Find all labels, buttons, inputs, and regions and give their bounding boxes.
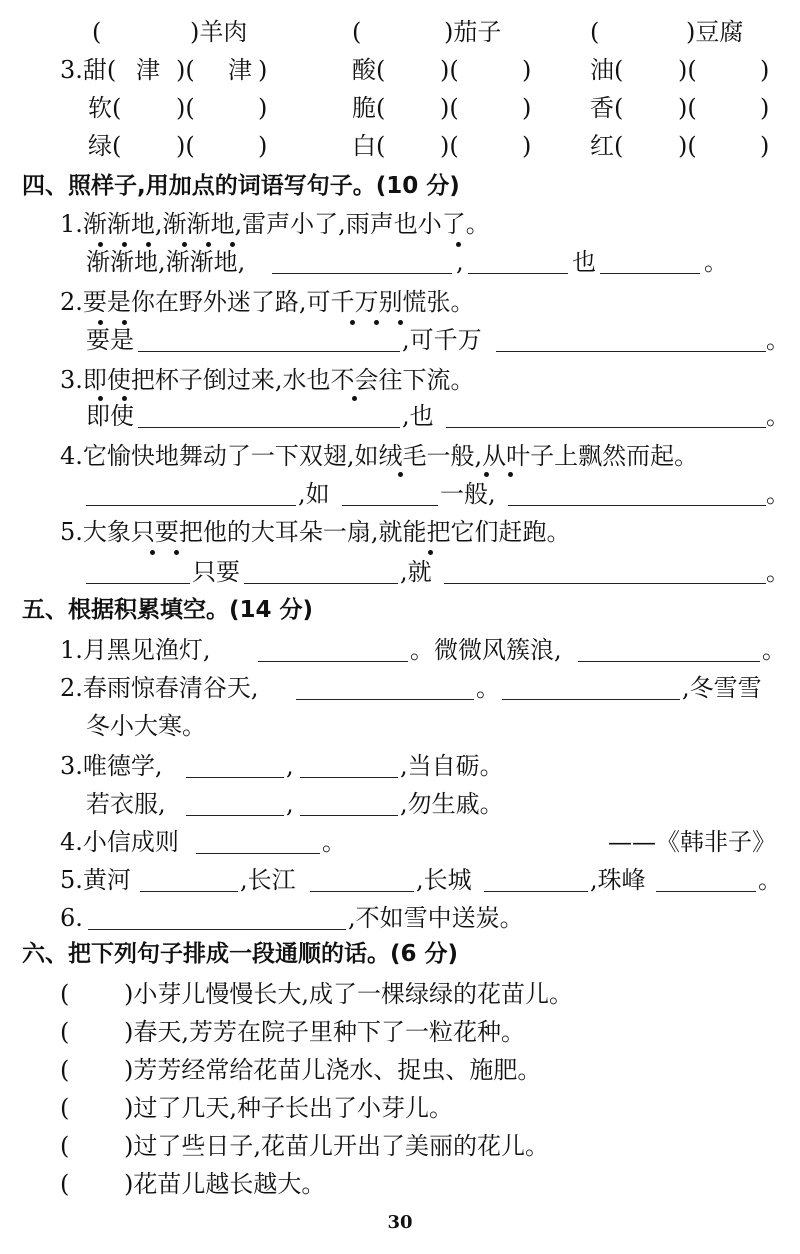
section-6-title: 六、把下列句子排成一段通顺的话。(6 分) — [22, 941, 459, 967]
q6-sentence: )芳芳经常给花苗儿浇水、捉虫、施肥。 — [124, 1056, 542, 1084]
word-eggplant: )茄子 — [444, 18, 502, 46]
item-sweet: 3.甜( — [60, 56, 117, 84]
item-soft: 软( — [88, 94, 122, 122]
paren-close: ) — [522, 94, 532, 122]
q5-5-greatwall: ,长城 — [416, 866, 472, 894]
period: 。 — [766, 558, 790, 586]
paren-close: ) — [258, 132, 268, 160]
q5-2-continued: 冬小大寒。 — [86, 712, 206, 740]
q5-2-tail: ,冬雪雪 — [682, 674, 762, 702]
paren-open: ( — [60, 1132, 70, 1160]
q6-sentence: )花苗儿越长越大。 — [124, 1170, 326, 1198]
q4-4-sentence: 4.它愉快地舞动了一下双翅,如绒毛一般,从叶子上飘然而起。 — [60, 442, 699, 470]
q5-3-prefix: 3.唯德学, — [60, 752, 163, 780]
paren-open: ( — [590, 18, 600, 46]
q4-3-mid: ,也 — [402, 402, 434, 430]
paren-mid: )( — [440, 94, 459, 122]
answer-blank[interactable] — [656, 863, 756, 892]
item-fragrant: 香( — [590, 94, 624, 122]
q5-6-number: 6. — [60, 904, 83, 932]
q5-3-tail: ,当自砺。 — [400, 752, 504, 780]
item-oily: 油( — [590, 56, 624, 84]
answer-blank[interactable] — [86, 555, 190, 584]
answer-blank[interactable] — [468, 245, 568, 274]
item-crisp: 脆( — [352, 94, 386, 122]
section-4-title: 四、照样子,用加点的词语写句子。(10 分) — [22, 173, 460, 199]
answer-blank[interactable] — [140, 863, 238, 892]
period: 。 — [322, 828, 346, 856]
paren-open: ( — [60, 1094, 70, 1122]
q5-3-prefix2: 若衣服, — [86, 790, 166, 818]
q4-5-jiu: ,就 — [400, 558, 432, 586]
period: 。 — [762, 636, 786, 664]
answer-blank[interactable] — [496, 323, 766, 352]
paren-mid: )( — [440, 56, 459, 84]
answer-blank[interactable] — [342, 477, 438, 506]
word-tofu: )豆腐 — [686, 18, 744, 46]
paren-mid: )( — [176, 132, 195, 160]
answer-blank[interactable] — [186, 749, 284, 778]
paren-close: ) — [258, 56, 268, 84]
comma: , — [456, 248, 464, 276]
q4-2-prefix: 要是 — [86, 326, 134, 354]
comma: , — [286, 790, 294, 818]
answer-blank[interactable] — [300, 749, 398, 778]
paren-open: ( — [60, 1170, 70, 1198]
period: 。 — [766, 402, 790, 430]
answer-blank[interactable] — [258, 633, 408, 662]
q5-1-mid: 。微微风簇浪, — [410, 636, 562, 664]
answer-blank[interactable] — [446, 399, 766, 428]
paren-open: ( — [352, 18, 362, 46]
q4-3-sentence: 3.即使把杯子倒过来,水也不会往下流。 — [60, 366, 475, 394]
q5-4-prefix: 4.小信成则 — [60, 828, 179, 856]
item-sour: 酸( — [352, 56, 386, 84]
paren-close: ) — [522, 56, 532, 84]
q4-5-zhiyao: 只要 — [192, 558, 240, 586]
answer-blank[interactable] — [444, 555, 766, 584]
paren-mid: )( — [678, 132, 697, 160]
answer-blank[interactable] — [508, 477, 766, 506]
q6-sentence: )过了几天,种子长出了小芽儿。 — [124, 1094, 453, 1122]
period: 。 — [758, 866, 782, 894]
q5-3-tail2: ,勿生戚。 — [400, 790, 504, 818]
paren-open: ( — [60, 980, 70, 1008]
paren-close: ) — [760, 94, 770, 122]
page-number: 30 — [387, 1212, 413, 1233]
item-white: 白( — [352, 132, 386, 160]
answer-blank[interactable] — [186, 787, 284, 816]
q4-2-mid: ,可千万 — [402, 326, 482, 354]
q5-1-prefix: 1.月黑见渔灯, — [60, 636, 211, 664]
answer-blank[interactable] — [272, 245, 452, 274]
paren-mid: )( — [176, 94, 195, 122]
answer-blank[interactable] — [296, 671, 474, 700]
q5-6-tail: ,不如雪中送炭。 — [348, 904, 524, 932]
paren-mid: )( — [440, 132, 459, 160]
paren-close: ) — [760, 132, 770, 160]
paren-mid: )( — [678, 94, 697, 122]
paren-close: ) — [258, 94, 268, 122]
item-green: 绿( — [88, 132, 122, 160]
q5-5-prefix: 5.黄河 — [60, 866, 131, 894]
paren-close: ) — [760, 56, 770, 84]
section-5-title: 五、根据积累填空。(14 分) — [22, 597, 314, 623]
q6-sentence: )春天,芳芳在院子里种下了一粒花种。 — [124, 1018, 525, 1046]
q5-4-source: ——《韩非子》 — [608, 828, 776, 856]
answer-blank[interactable] — [600, 245, 700, 274]
answer-jin-1: 津 — [136, 56, 160, 84]
answer-blank[interactable] — [138, 399, 400, 428]
answer-blank[interactable] — [300, 787, 398, 816]
paren-mid: )( — [176, 56, 195, 84]
answer-blank[interactable] — [484, 863, 588, 892]
period: 。 — [766, 480, 790, 508]
q4-2-sentence: 2.要是你在野外迷了路,可千万别慌张。 — [60, 288, 475, 316]
q4-4-ru: ,如 — [298, 480, 330, 508]
paren-open: ( — [60, 1018, 70, 1046]
paren-open: ( — [92, 18, 102, 46]
answer-blank[interactable] — [578, 633, 760, 662]
answer-blank[interactable] — [86, 477, 296, 506]
paren-close: ) — [522, 132, 532, 160]
answer-blank[interactable] — [244, 555, 398, 584]
q4-5-sentence: 5.大象只要把他的大耳朵一扇,就能把它们赶跑。 — [60, 518, 571, 546]
answer-blank[interactable] — [196, 825, 320, 854]
answer-blank[interactable] — [502, 671, 680, 700]
paren-open: ( — [60, 1056, 70, 1084]
q4-3-prefix: 即使 — [86, 402, 134, 430]
paren-mid: )( — [678, 56, 697, 84]
q6-sentence: )小芽儿慢慢长大,成了一棵绿绿的花苗儿。 — [124, 980, 573, 1008]
q5-5-yangtze: ,长江 — [240, 866, 296, 894]
period: 。 — [766, 326, 790, 354]
q5-2-prefix: 2.春雨惊春清谷天, — [60, 674, 259, 702]
period: 。 — [704, 248, 728, 276]
word-mutton: )羊肉 — [190, 18, 248, 46]
q4-4-yiban: 一般, — [440, 480, 496, 508]
q4-1-ye: 也 — [572, 248, 596, 276]
period: 。 — [476, 674, 500, 702]
answer-blank[interactable] — [88, 901, 346, 930]
answer-jin-2: 津 — [228, 56, 252, 84]
q4-1-prefix: 渐渐地,渐渐地, — [86, 248, 246, 276]
answer-blank[interactable] — [310, 863, 414, 892]
item-red: 红( — [590, 132, 624, 160]
comma: , — [286, 752, 294, 780]
q5-5-everest: ,珠峰 — [590, 866, 646, 894]
answer-blank[interactable] — [138, 323, 400, 352]
q6-sentence: )过了些日子,花苗儿开出了美丽的花儿。 — [124, 1132, 549, 1160]
q4-1-sentence: 1.渐渐地,渐渐地,雷声小了,雨声也小了。 — [60, 210, 490, 238]
